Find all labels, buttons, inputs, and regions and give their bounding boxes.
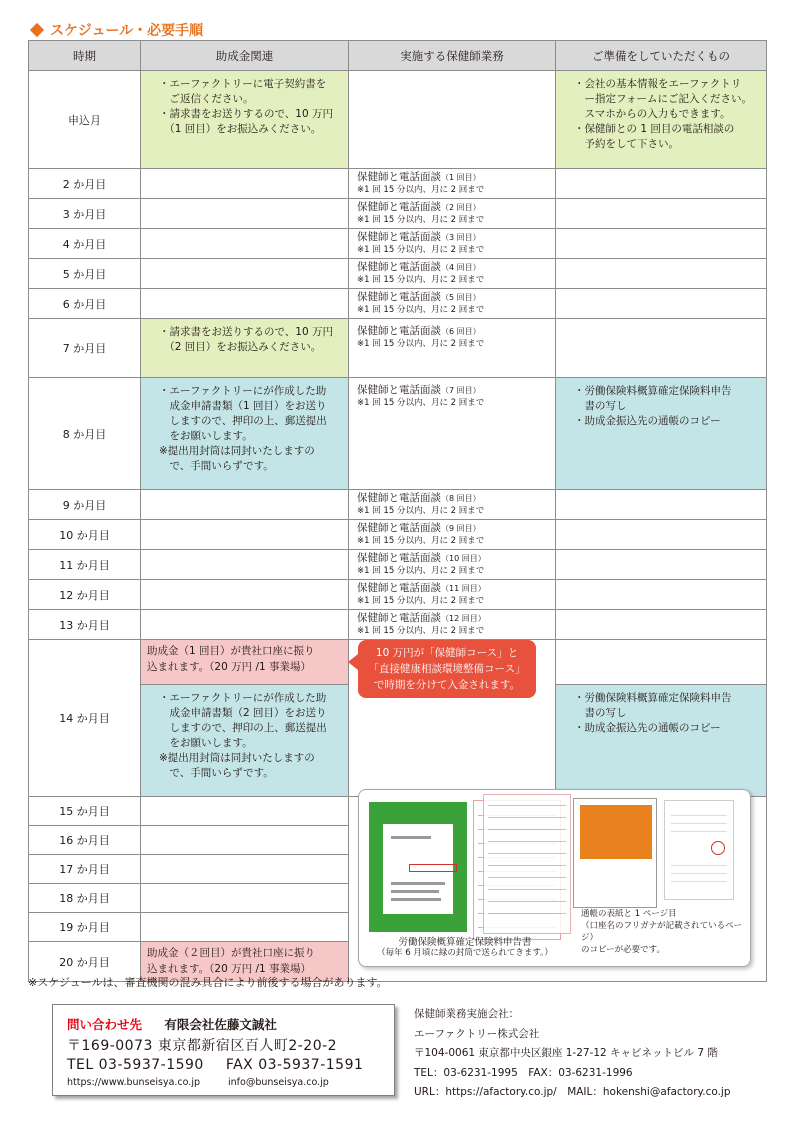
contact-url-link[interactable]: https://www.bunseisya.co.jp <box>67 1077 200 1088</box>
table-row <box>29 169 767 199</box>
period-cell: 13 か月目 <box>29 610 141 640</box>
bankbook-caption-line: （口座名のフリガナが記載されているページ） <box>581 921 743 943</box>
table-row <box>29 71 767 169</box>
visit-label: 保健師と電話面談 <box>357 171 441 183</box>
visit-note: ※1 回 15 分以内、月に 2 回まで <box>357 566 485 576</box>
contact-address: 〒169-0073 東京都新宿区百人町2-20-2 <box>67 1038 338 1054</box>
period-cell: 17 か月目 <box>29 855 141 884</box>
form-caption-main: 労働保険概算確定保険料申告書 <box>398 937 532 948</box>
subsidy-cell <box>141 610 349 640</box>
period-cell: 6 か月目 <box>29 289 141 319</box>
note-line: ・エーファクトリーに電子契約書を <box>159 78 327 90</box>
visit-count: （12 回目） <box>441 614 486 623</box>
vendor-url-mail[interactable]: URL：https://afactory.co.jp/ MAIL：hokenshi@afactory.co.jp <box>414 1086 731 1098</box>
vendor-label: 保健師業務実施会社： <box>414 1008 519 1020</box>
preparation-cell <box>556 169 767 199</box>
subsidy-deposit-cell <box>141 640 349 685</box>
contact-tel: TEL 03-5937-1590 <box>67 1057 204 1073</box>
note-line: ※提出用封筒は同封いたしますの <box>159 445 315 457</box>
callout-line: 「直接健康相談環境整備コース」 <box>368 663 526 675</box>
nurse-task-cell <box>349 580 556 610</box>
note-line: 成金申請書類（2 回目）をお送り <box>159 707 327 719</box>
visit-count: （2 回目） <box>441 203 481 212</box>
visit-note: ※1 回 15 分以内、月に 2 回まで <box>357 536 485 546</box>
table-row <box>29 378 767 490</box>
visit-count: （6 回目） <box>441 327 481 336</box>
vendor-info <box>414 1005 731 1103</box>
nurse-task-cell <box>349 199 556 229</box>
period-cell: 7 か月目 <box>29 319 141 378</box>
note-line: ※提出用封筒は同封いたしますの <box>159 752 315 764</box>
visit-count: （4 回目） <box>441 263 481 272</box>
note-line: 書の写し <box>574 400 627 412</box>
visit-note: ※1 回 15 分以内、月に 2 回まで <box>357 185 485 195</box>
subsidy-cell <box>141 550 349 580</box>
visit-count: （10 回目） <box>441 554 486 563</box>
visit-count: （8 回目） <box>441 494 481 503</box>
header-subsidy: 助成金関連 <box>141 41 349 71</box>
subsidy-cell <box>141 855 349 884</box>
nurse-task-cell <box>349 550 556 580</box>
nurse-task-cell <box>349 71 556 169</box>
visit-count: （3 回目） <box>441 233 481 242</box>
period-cell: 3 か月目 <box>29 199 141 229</box>
bankbook-caption-line: のコピーが必要です。 <box>581 945 665 955</box>
section-title-text: スケジュール・必要手順 <box>50 23 204 39</box>
visit-label: 保健師と電話面談 <box>357 552 441 564</box>
subsidy-cell <box>141 259 349 289</box>
period-cell: 16 か月目 <box>29 826 141 855</box>
nurse-task-cell <box>349 169 556 199</box>
note-line: ・労働保険料概算確定保険料申告 <box>574 692 732 704</box>
nurse-task-cell <box>349 610 556 640</box>
period-cell: 2 か月目 <box>29 169 141 199</box>
visit-label: 保健師と電話面談 <box>357 261 441 273</box>
nurse-task-cell <box>349 229 556 259</box>
note-line: ・エーファクトリーにが作成した助 <box>159 692 327 704</box>
visit-label: 保健師と電話面談 <box>357 522 441 534</box>
note-line: ・助成金振込先の通帳のコピー <box>574 415 721 427</box>
bankbook-page-image <box>664 800 734 900</box>
period-cell: 19 か月目 <box>29 913 141 942</box>
preparation-cell <box>556 378 767 490</box>
contact-box <box>52 1004 395 1096</box>
deposit-line: 助成金（２回目）が貴社口座に振り <box>147 947 315 959</box>
table-row <box>29 199 767 229</box>
table-row <box>29 490 767 520</box>
nurse-task-cell <box>349 259 556 289</box>
contact-company: 有限会社佐藤文誠社 <box>164 1017 277 1032</box>
subsidy-cell <box>141 685 349 797</box>
visit-note: ※1 回 15 分以内、月に 2 回まで <box>357 398 485 408</box>
period-cell: 12 か月目 <box>29 580 141 610</box>
period-cell: 14 か月目 <box>29 640 141 797</box>
note-line: をお願いします。 <box>159 737 253 749</box>
table-row <box>29 319 767 378</box>
subsidy-cell <box>141 169 349 199</box>
payment-callout <box>358 640 536 698</box>
visit-count: （7 回目） <box>441 386 481 395</box>
schedule-footnote: ※スケジュールは、審査機関の混み具合により前後する場合があります。 <box>28 976 388 989</box>
insurance-form-image <box>483 794 571 934</box>
preparation-cell <box>556 580 767 610</box>
contact-label: 問い合わせ先 <box>67 1017 143 1032</box>
visit-note: ※1 回 15 分以内、月に 2 回まで <box>357 626 485 636</box>
preparation-cell <box>556 550 767 580</box>
callout-line: で時期を分けて入金されます。 <box>373 679 521 691</box>
note-line: ー指定フォームにご記入ください。 <box>574 93 752 105</box>
table-row <box>29 520 767 550</box>
period-cell: 20 か月目 <box>29 942 141 982</box>
note-line: ・請求書をお送りするので、10 万円 <box>159 326 333 338</box>
preparation-cell <box>556 640 767 685</box>
note-line: ・助成金振込先の通帳のコピー <box>574 722 721 734</box>
header-preparation: ご準備をしていただくもの <box>556 41 767 71</box>
period-cell: 15 か月目 <box>29 797 141 826</box>
diamond-icon <box>30 23 44 37</box>
bankbook-caption-line: 通帳の表紙と 1 ページ目 <box>581 909 677 919</box>
note-line: 書の写し <box>574 707 627 719</box>
period-cell: 5 か月目 <box>29 259 141 289</box>
note-line: ・労働保険料概算確定保険料申告 <box>574 385 732 397</box>
visit-count: （5 回目） <box>441 293 481 302</box>
subsidy-cell <box>141 319 349 378</box>
period-cell: 申込月 <box>29 71 141 169</box>
preparation-cell <box>556 199 767 229</box>
green-envelope-image <box>369 802 467 932</box>
deposit-line: 込まれます。（20 万円 /1 事業場） <box>147 963 312 975</box>
visit-note: ※1 回 15 分以内、月に 2 回まで <box>357 596 485 606</box>
preparation-cell <box>556 229 767 259</box>
visit-note: ※1 回 15 分以内、月に 2 回まで <box>357 275 485 285</box>
subsidy-cell <box>141 199 349 229</box>
preparation-cell <box>556 520 767 550</box>
nurse-task-cell <box>349 289 556 319</box>
period-cell: 11 か月目 <box>29 550 141 580</box>
subsidy-cell <box>141 71 349 169</box>
subsidy-cell <box>141 797 349 826</box>
visit-label: 保健師と電話面談 <box>357 612 441 624</box>
note-line: （1 回目）をお振込みください。 <box>159 123 322 135</box>
note-line: ・請求書をお送りするので、10 万円 <box>159 108 333 120</box>
subsidy-cell <box>141 580 349 610</box>
note-line: ご返信ください。 <box>159 93 254 105</box>
period-cell: 4 か月目 <box>29 229 141 259</box>
visit-note: ※1 回 15 分以内、月に 2 回まで <box>357 506 485 516</box>
subsidy-cell <box>141 826 349 855</box>
visit-note: ※1 回 15 分以内、月に 2 回まで <box>357 215 485 225</box>
vendor-name: エーファクトリー株式会社 <box>414 1027 540 1040</box>
preparation-cell <box>556 259 767 289</box>
visit-note: ※1 回 15 分以内、月に 2 回まで <box>357 245 485 255</box>
preparation-cell <box>556 490 767 520</box>
visit-label: 保健師と電話面談 <box>357 582 441 594</box>
preparation-cell <box>556 610 767 640</box>
subsidy-cell <box>141 490 349 520</box>
callout-line: 10 万円が「保健師コース」と <box>375 647 519 659</box>
bankbook-caption <box>581 908 749 956</box>
preparation-cell <box>556 289 767 319</box>
subsidy-cell <box>141 229 349 259</box>
header-period: 時期 <box>29 41 141 71</box>
subsidy-cell <box>141 289 349 319</box>
vendor-address: 〒104-0061 東京都中央区銀座 1-27-12 キャビネットビル 7 階 <box>414 1047 718 1059</box>
note-line: スマホからの入力もできます。 <box>574 108 731 120</box>
note-line: で、手間いらずです。 <box>159 767 274 779</box>
preparation-cell <box>556 685 767 797</box>
nurse-task-cell <box>349 520 556 550</box>
note-line: 予約をして下さい。 <box>574 138 679 150</box>
table-row <box>29 259 767 289</box>
table-row <box>29 610 767 640</box>
section-title <box>30 20 203 40</box>
visit-count: （11 回目） <box>441 584 486 593</box>
table-row <box>29 580 767 610</box>
preparation-cell <box>556 319 767 378</box>
visit-label: 保健師と電話面談 <box>357 291 441 303</box>
contact-fax: FAX 03-5937-1591 <box>225 1057 364 1073</box>
subsidy-cell <box>141 378 349 490</box>
note-line: （2 回目）をお振込みください。 <box>159 341 322 353</box>
table-row <box>29 229 767 259</box>
header-nurse-task: 実施する保健師業務 <box>349 41 556 71</box>
visit-note: ※1 回 15 分以内、月に 2 回まで <box>357 339 485 349</box>
note-line: ・エーファクトリーにが作成した助 <box>159 385 327 397</box>
subsidy-cell <box>141 913 349 942</box>
table-row <box>29 289 767 319</box>
visit-label: 保健師と電話面談 <box>357 492 441 504</box>
contact-email-link[interactable]: info@bunseisya.co.jp <box>228 1077 329 1088</box>
table-header-row <box>29 41 767 71</box>
subsidy-cell <box>141 884 349 913</box>
period-cell: 10 か月目 <box>29 520 141 550</box>
deposit-line: 込まれます。（20 万円 /1 事業場） <box>147 661 312 673</box>
bankbook-image <box>573 798 657 908</box>
note-line: ・保健師との 1 回目の電話相談の <box>574 123 735 135</box>
subsidy-cell <box>141 520 349 550</box>
note-line: 成金申請書類（1 回目）をお送り <box>159 400 327 412</box>
visit-label: 保健師と電話面談 <box>357 384 441 396</box>
period-cell: 9 か月目 <box>29 490 141 520</box>
note-line: ・会社の基本情報をエーファクトリ <box>574 78 742 90</box>
visit-count: （1 回目） <box>441 173 481 182</box>
nurse-task-cell <box>349 490 556 520</box>
vendor-telfax: TEL：03-6231-1995 FAX：03-6231-1996 <box>414 1066 633 1079</box>
deposit-line: 助成金（1 回目）が貴社口座に振り <box>147 645 315 657</box>
note-line: で、手間いらずです。 <box>159 460 274 472</box>
nurse-task-cell <box>349 319 556 378</box>
table-row <box>29 550 767 580</box>
form-caption <box>365 937 565 959</box>
note-line: しますので、押印の上、郵送提出 <box>159 722 327 734</box>
visit-count: （9 回目） <box>441 524 481 533</box>
visit-label: 保健師と電話面談 <box>357 325 441 337</box>
nurse-task-cell <box>349 378 556 490</box>
period-cell: 8 か月目 <box>29 378 141 490</box>
note-line: をお願いします。 <box>159 430 253 442</box>
period-cell: 18 か月目 <box>29 884 141 913</box>
required-documents-box <box>358 789 751 967</box>
form-caption-sub: （毎年 6 月頃に緑の封筒で送られてきます。） <box>377 948 553 958</box>
preparation-cell <box>556 71 767 169</box>
visit-label: 保健師と電話面談 <box>357 231 441 243</box>
note-line: しますので、押印の上、郵送提出 <box>159 415 327 427</box>
visit-note: ※1 回 15 分以内、月に 2 回まで <box>357 305 485 315</box>
visit-label: 保健師と電話面談 <box>357 201 441 213</box>
